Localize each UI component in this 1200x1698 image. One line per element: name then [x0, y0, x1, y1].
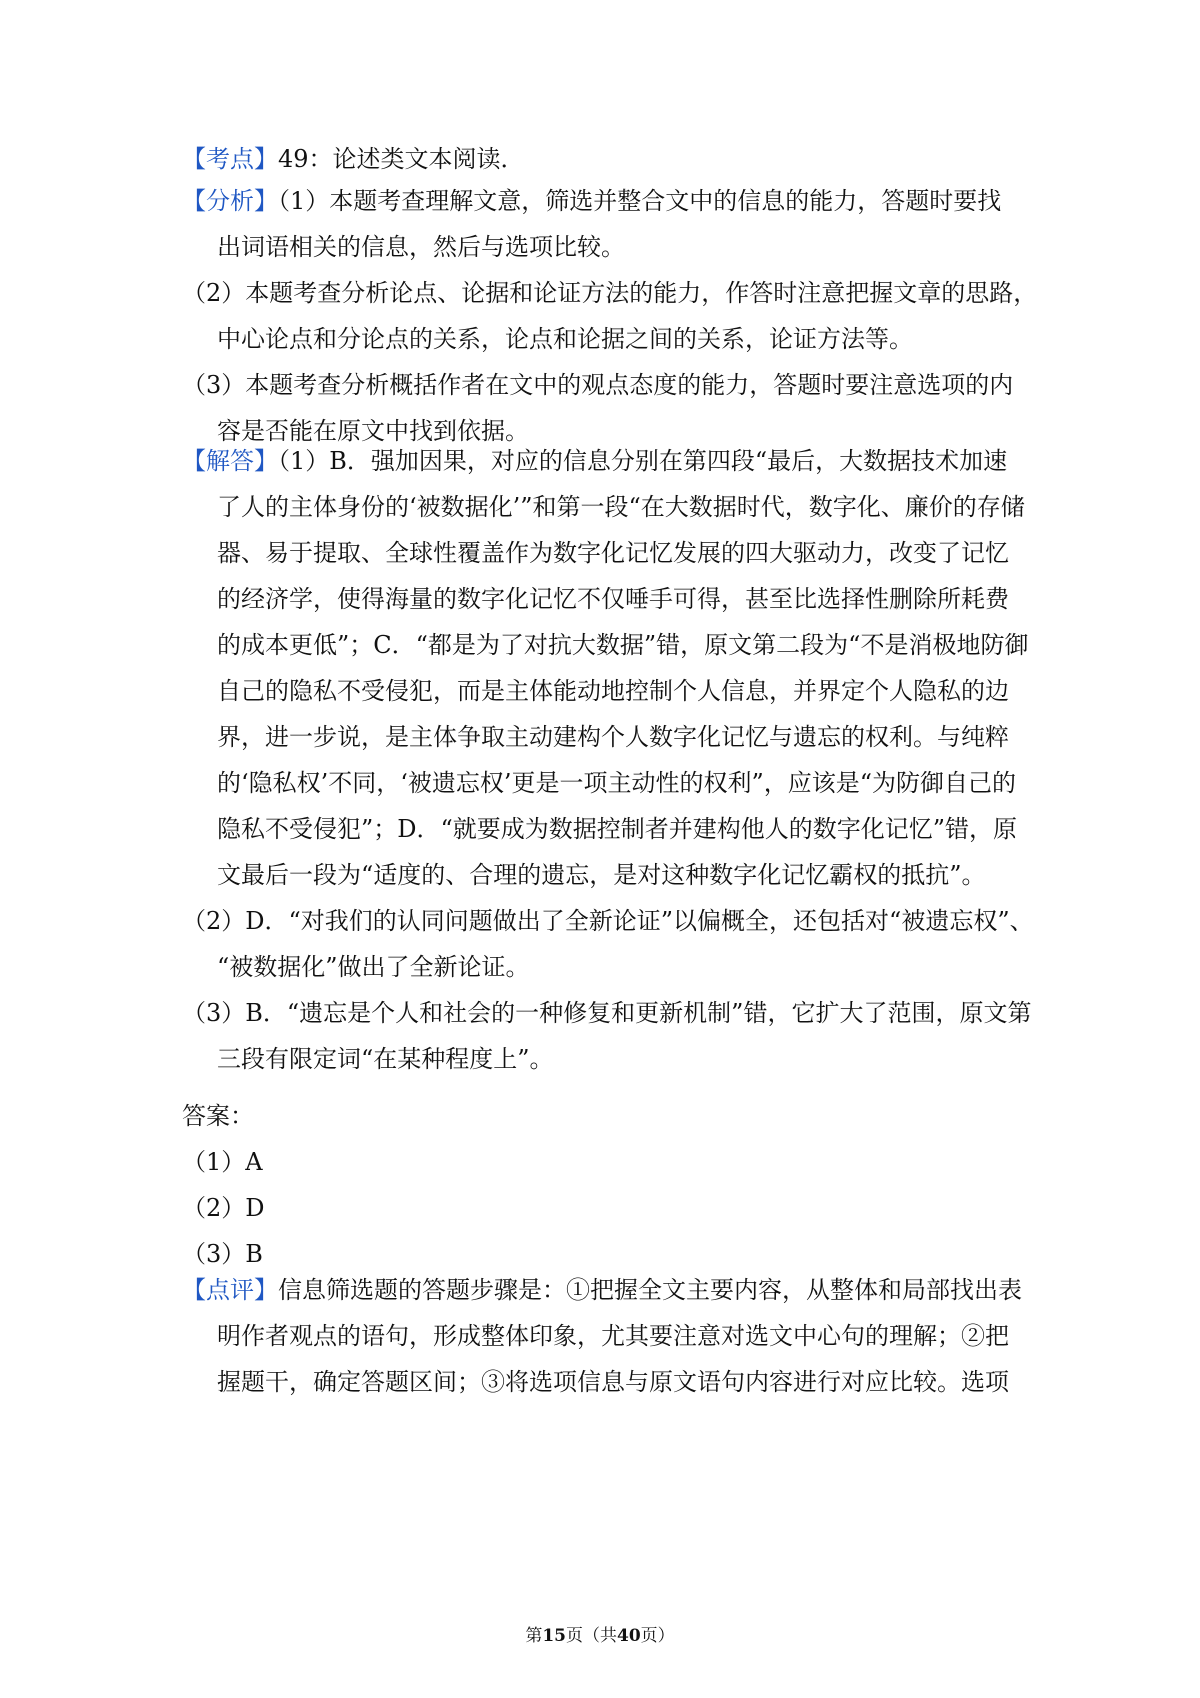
fenxi-line: （2）本题考查分析论点、论据和论证方法的能力，作答时注意把握文章的思路，: [182, 279, 1038, 307]
footer-post: 页）: [640, 1626, 675, 1646]
kaodian-section: [182, 136, 1032, 182]
kaodian-text: 49：论述类文本阅读．: [278, 145, 525, 173]
footer-total-pages: 40: [617, 1626, 641, 1646]
fenxi-line: （3）本题考查分析概括作者在文中的观点态度的能力，答题时要注意选项的内: [182, 371, 1014, 399]
fenxi-section: [182, 178, 1038, 454]
jieda-line: （3）B．“遗忘是个人和社会的一种修复和更新机制”错，它扩大了范围，原文第: [182, 999, 1032, 1027]
dianping-line: 握题干，确定答题区间；③将选项信息与原文语句内容进行对应比较。选项: [217, 1368, 1009, 1396]
kaodian-tag: 【考点】: [182, 145, 278, 173]
footer-page-number: 15: [542, 1626, 566, 1646]
jieda-line: （2）D．“对我们的认同问题做出了全新论证”以偏概全，还包括对“被遗忘权”、: [182, 907, 1034, 935]
jieda-line: 的经济学，使得海量的数字化记忆不仅唾手可得，甚至比选择性删除所耗费: [217, 585, 1009, 613]
answer-item: （1）A: [182, 1148, 263, 1176]
dianping-line: 信息筛选题的答题步骤是：①把握全文主要内容，从整体和局部找出表: [278, 1276, 1022, 1304]
jieda-section: [182, 438, 1032, 1082]
jieda-line: 三段有限定词“在某种程度上”。: [217, 1045, 554, 1073]
jieda-line: （1）B．强加因果，对应的信息分别在第四段“最后，大数据技术加速: [278, 447, 1008, 475]
answer-label: 答案：: [182, 1102, 254, 1130]
dianping-tag: 【点评】: [182, 1276, 278, 1304]
jieda-line: 文最后一段为“适度的、合理的遗忘，是对这种数字化记忆霸权的抵抗”。: [217, 861, 986, 889]
dianping-line: 明作者观点的语句，形成整体印象，尤其要注意对选文中心句的理解；②把: [217, 1322, 1009, 1350]
jieda-line: 界，进一步说，是主体争取主动建构个人数字化记忆与遗忘的权利。与纯粹: [217, 723, 1009, 751]
page-footer: [0, 1625, 1200, 1647]
fenxi-line: 中心论点和分论点的关系，论点和论据之间的关系，论证方法等。: [217, 325, 913, 353]
fenxi-line: （1）本题考查理解文意，筛选并整合文中的信息的能力，答题时要找: [278, 187, 1002, 215]
footer-mid: 页（共: [566, 1626, 617, 1646]
answer-item: （2）D: [182, 1194, 265, 1222]
answer-item: （3）B: [182, 1240, 263, 1268]
jieda-line: 自己的隐私不受侵犯，而是主体能动地控制个人信息，并界定个人隐私的边: [217, 677, 1009, 705]
jieda-line: 的成本更低”；C．“都是为了对抗大数据”错，原文第二段为“不是消极地防御: [217, 631, 1029, 659]
jieda-line: 的‘隐私权’不同，‘被遗忘权’更是一项主动性的权利”，应该是“为防御自己的: [217, 769, 1017, 797]
jieda-tag: 【解答】: [182, 447, 278, 475]
dianping-section: [182, 1267, 1032, 1405]
jieda-line: 隐私不受侵犯”；D．“就要成为数据控制者并建构他人的数字化记忆”错，原: [217, 815, 1018, 843]
answer-section: [182, 1093, 1032, 1277]
jieda-line: 了人的主体身份的‘被数据化’”和第一段“在大数据时代，数字化、廉价的存储: [217, 493, 1025, 521]
jieda-line: “被数据化”做出了全新论证。: [217, 953, 530, 981]
fenxi-line: 容是否能在原文中找到依据。: [217, 417, 529, 445]
fenxi-tag: 【分析】: [182, 187, 278, 215]
jieda-line: 器、易于提取、全球性覆盖作为数字化记忆发展的四大驱动力，改变了记忆: [217, 539, 1009, 567]
footer-pre: 第: [525, 1626, 543, 1646]
fenxi-line: 出词语相关的信息，然后与选项比较。: [217, 233, 625, 261]
